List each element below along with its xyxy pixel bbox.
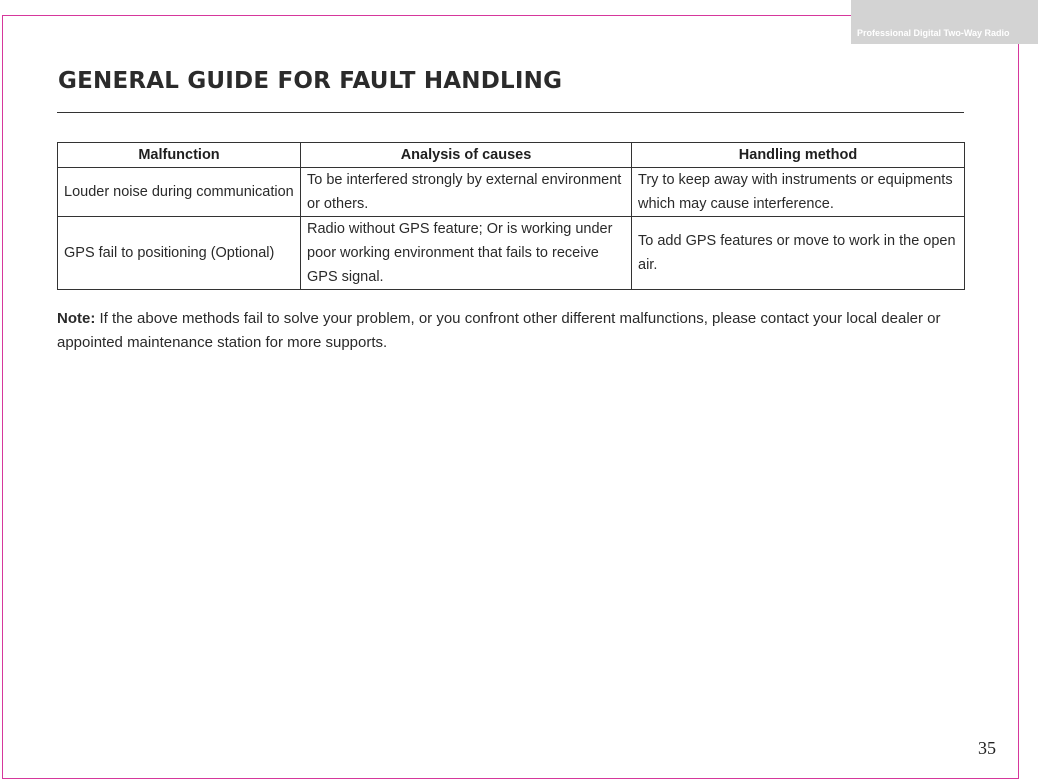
cause-cell: To be interfered strongly by external environment or others. — [301, 168, 632, 217]
column-header-handling-method: Handling method — [632, 143, 965, 168]
table-row — [58, 217, 965, 290]
page-number: 35 — [978, 738, 996, 758]
column-header-analysis-of-causes: Analysis of causes — [301, 143, 632, 168]
header-tab-label: Professional Digital Two-Way Radio — [857, 28, 1010, 38]
page-title: GENERAL GUIDE FOR FAULT HANDLING — [58, 68, 563, 94]
malfunction-cell: GPS fail to positioning (Optional) — [58, 217, 301, 290]
header-tab — [851, 0, 1038, 44]
cause-cell: Radio without GPS feature; Or is working under poor working environment that fails to receive GPS signal. — [301, 217, 632, 290]
table-row — [58, 168, 965, 217]
table-header-row — [58, 143, 965, 168]
method-cell: Try to keep away with instruments or equipments which may cause interference. — [632, 168, 965, 217]
title-divider — [57, 112, 964, 113]
note-text: If the above methods fail to solve your problem, or you confront other different malfunctions, please contact your local dealer or appointed maintenance station for more supports. — [57, 310, 941, 351]
fault-handling-table — [57, 142, 965, 290]
method-cell: To add GPS features or move to work in the open air. — [632, 217, 965, 290]
note-label: Note: — [57, 310, 96, 327]
note-paragraph — [57, 307, 967, 355]
page-border — [2, 15, 1019, 779]
column-header-malfunction: Malfunction — [58, 143, 301, 168]
malfunction-cell: Louder noise during communication — [58, 168, 301, 217]
